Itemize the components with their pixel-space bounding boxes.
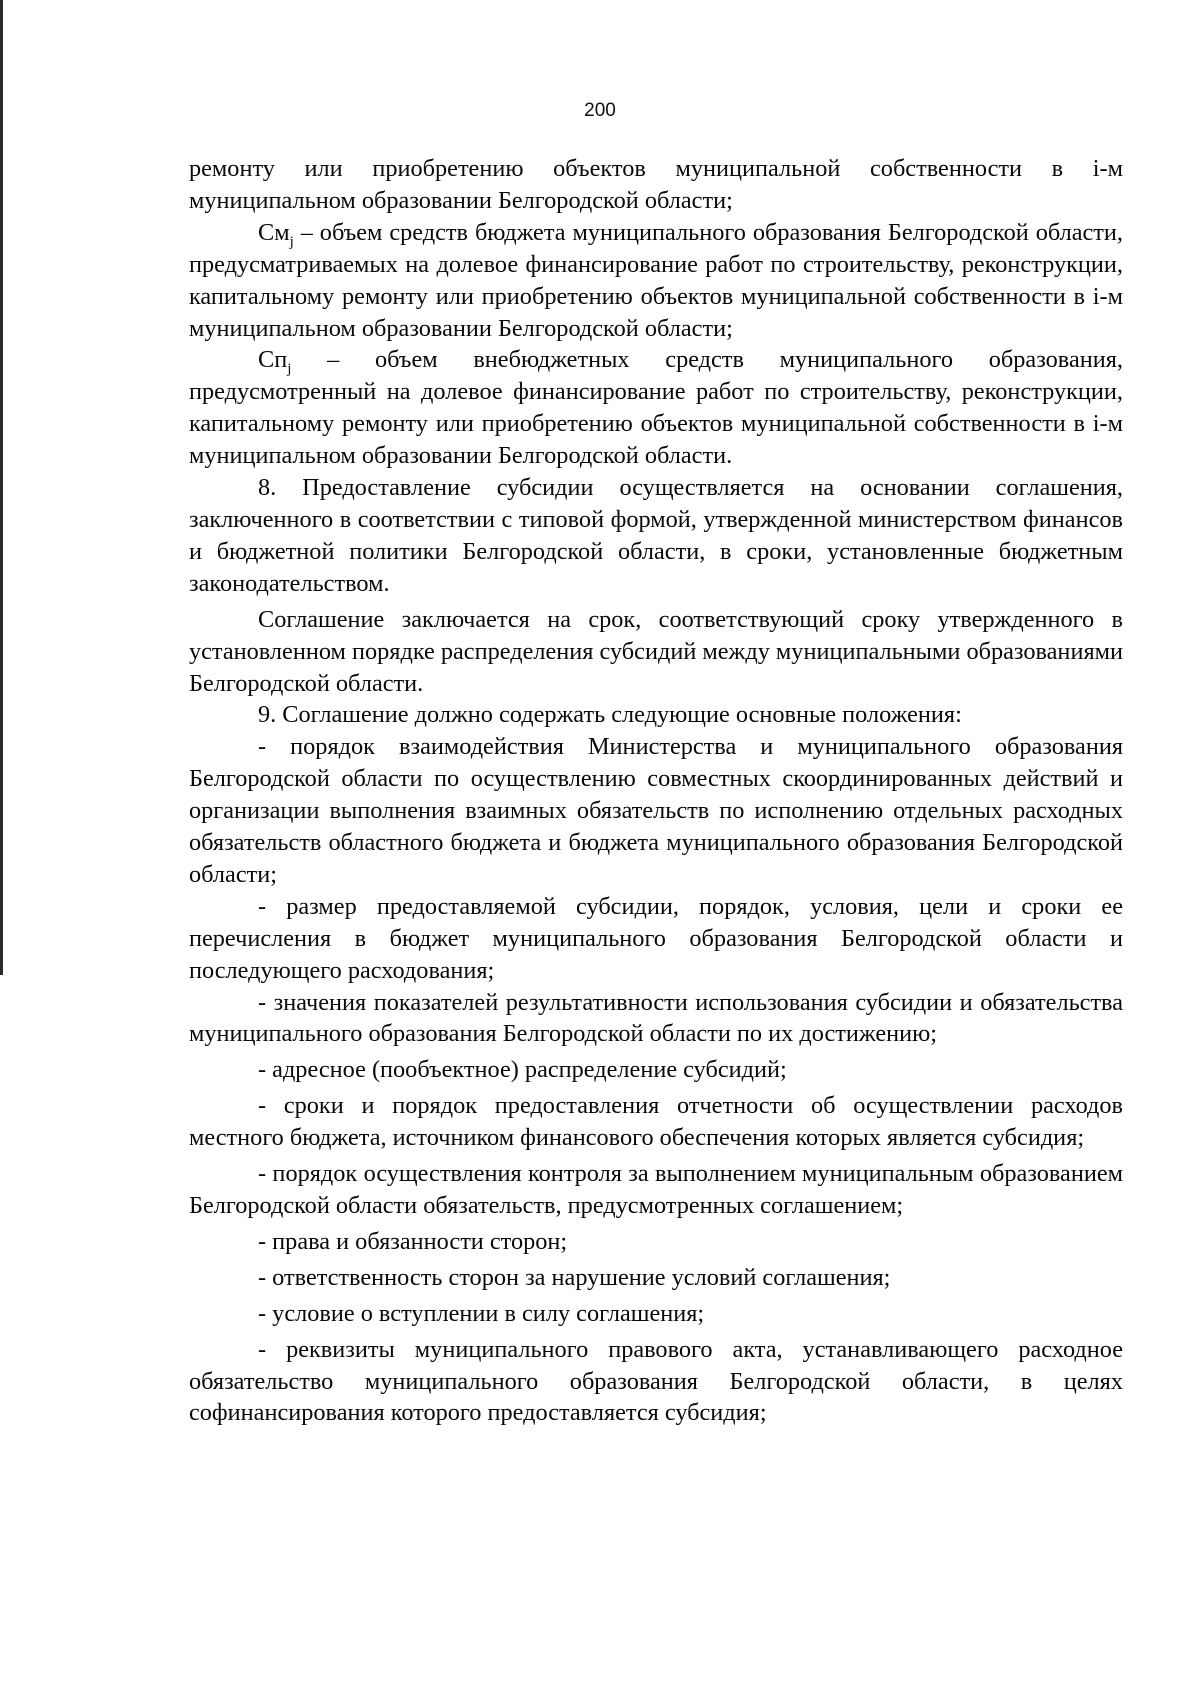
clause-9: 9. Соглашение должно содержать следующие основные положения: xyxy=(258,701,962,729)
paragraph-continuation: ремонту или приобретению объектов муниципальной собственности в i-м муниципальном образовании Белгородской области; xyxy=(189,155,1123,214)
list-item-rights: - права и обязанности сторон; xyxy=(258,1227,568,1255)
clause-8: 8. Предоставление субсидии осуществляется на основании соглашения, заключенного в соответствии с типовой формой, утвержденной министерством финансов и бюджетной политики Белгородской области, в сроки, установленные бюджетным законодательством. xyxy=(189,474,1123,597)
definition-cn xyxy=(189,344,1123,472)
scan-edge-shadow xyxy=(0,0,3,975)
list-item-entry-into-force: - условие о вступлении в силу соглашения; xyxy=(258,1299,705,1327)
list-item-responsibility: - ответственность сторон за нарушение условий соглашения; xyxy=(258,1263,891,1291)
document-body xyxy=(189,153,1123,1429)
page-number: 200 xyxy=(584,100,616,121)
term-cn: Cп xyxy=(258,346,288,374)
definition-cm-text: – объем средств бюджета муниципального образования Белгородской области, предусматриваемых на долевое финансирование работ по строительству, реконструкции, капитальному ремонту или приобретению объектов муниципальной собственности в i-м муниципальном образовании Белгородской области; xyxy=(189,218,1123,342)
list-item-subsidy-size: - размер предоставляемой субсидии, порядок, условия, цели и сроки ее перечисления в бюджет муниципального образования Белгородской области и последующего расходования; xyxy=(189,892,1123,984)
definition-cn-text: – объем внебюджетных средств муниципального образования, предусмотренный на долевое финансирование работ по строительству, реконструкции, капитальному ремонту или приобретению объектов муниципальной собственности в i-м муниципальном образовании Белгородской области. xyxy=(189,346,1123,470)
clause-8-term: Соглашение заключается на срок, соответствующий сроку утвержденного в установленном порядке распределения субсидий между муниципальными образованиями Белгородской области. xyxy=(189,605,1123,697)
term-cm-subscript: j xyxy=(289,233,294,250)
term-cn-subscript: j xyxy=(287,361,292,378)
list-item-indicators: - значения показателей результативности использования субсидии и обязательства муниципального образования Белгородской области по их достижению; xyxy=(189,988,1123,1048)
list-item-control: - порядок осуществления контроля за выполнением муниципальным образованием Белгородской области обязательств, предусмотренных соглашением; xyxy=(189,1160,1123,1219)
list-item-reporting: - сроки и порядок предоставления отчетности об осуществлении расходов местного бюджета, источником финансового обеспечения которых является субсидия; xyxy=(189,1092,1123,1152)
list-item-legal-act: - реквизиты муниципального правового акта, устанавливающего расходное обязательство муниципального образования Белгородской области, в целях софинансирования которого предоставляется субсидия; xyxy=(189,1335,1123,1427)
list-item-interaction: - порядок взаимодействия Министерства и муниципального образования Белгородской области по осуществлению совместных скоординированных действий и организации выполнения взаимных обязательств по исполнению отдельных расходных обязательств областного бюджета и бюджета муниципального образования Белгородской области; xyxy=(189,733,1123,888)
definition-cm xyxy=(189,217,1123,345)
list-item-distribution: - адресное (пообъектное) распределение субсидий; xyxy=(258,1056,787,1084)
term-cm: Cм xyxy=(258,218,290,246)
